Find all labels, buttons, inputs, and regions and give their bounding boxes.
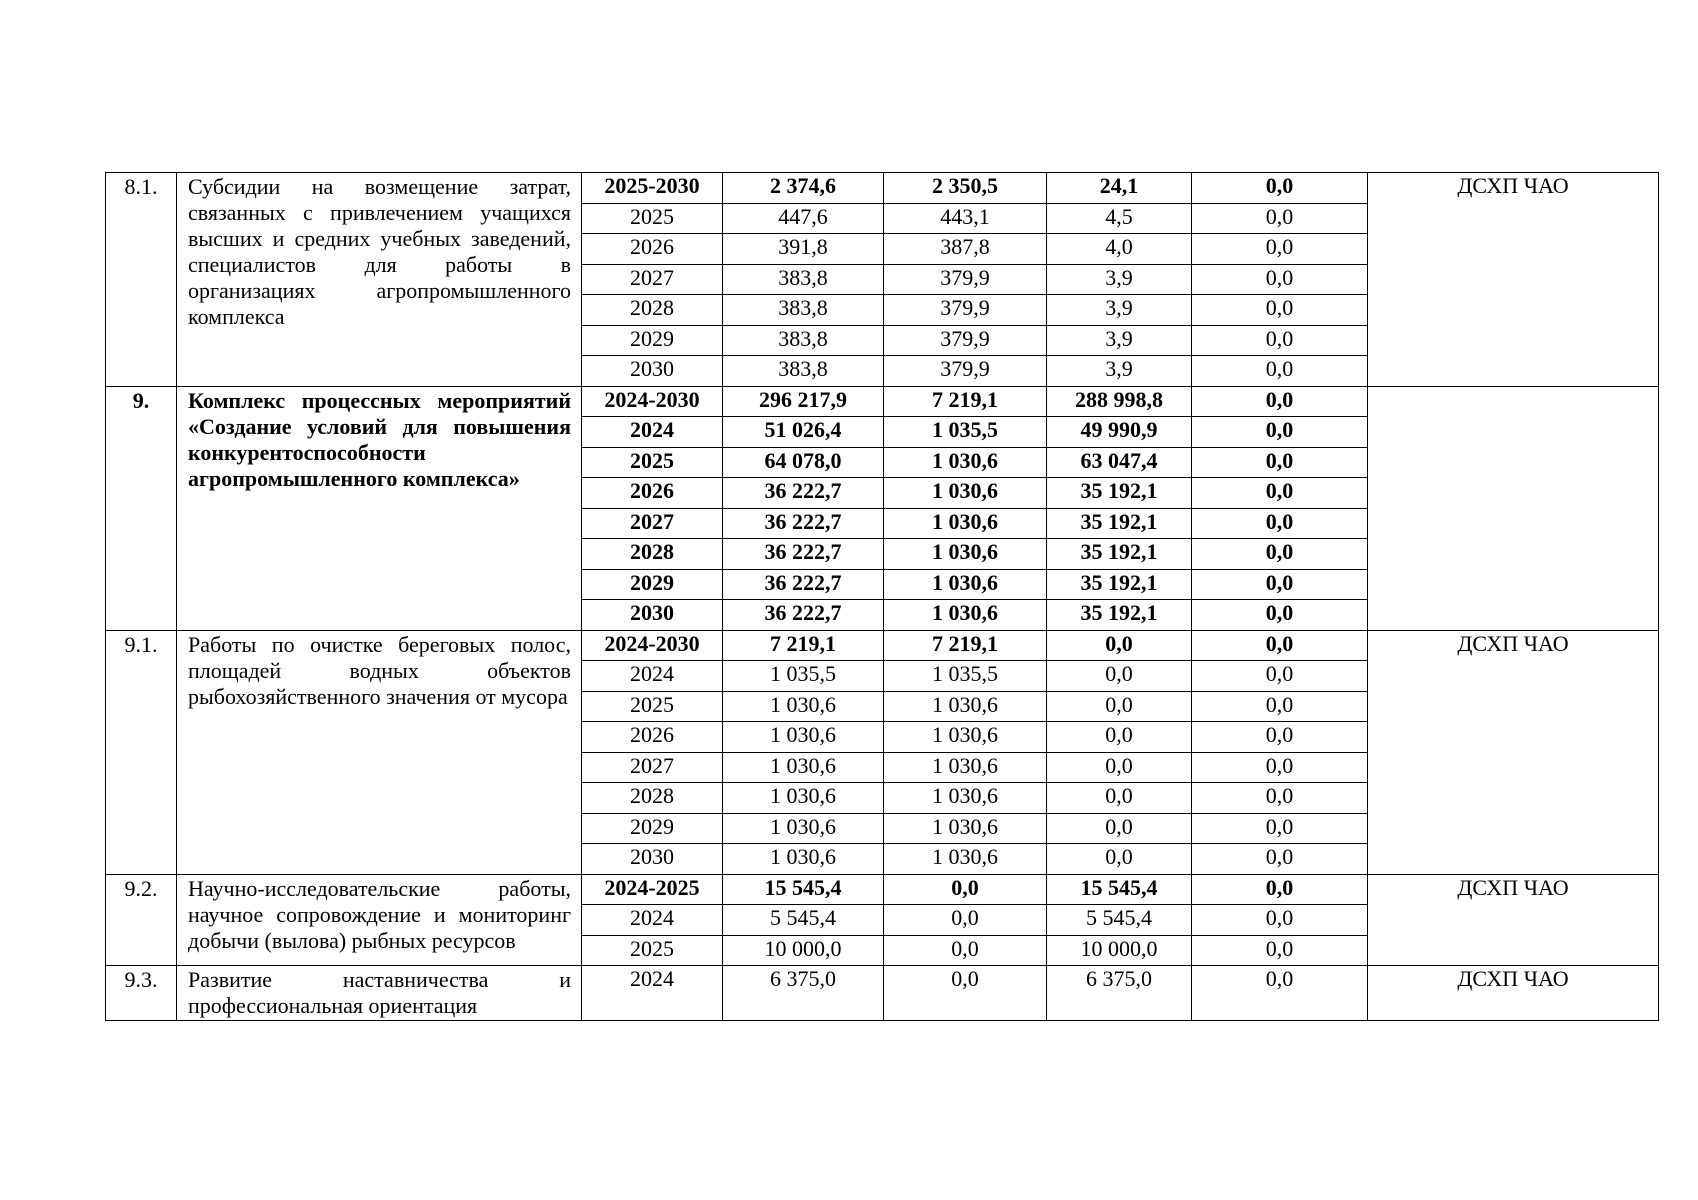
period-cell: 2024: [582, 661, 723, 692]
total-cell: 1 030,6: [723, 722, 884, 753]
total-cell: 2 374,6: [723, 173, 884, 204]
other-sources-cell: 0,0: [1192, 874, 1368, 905]
federal-budget-cell: 1 030,6: [884, 539, 1047, 570]
other-sources-cell: 0,0: [1192, 966, 1368, 1021]
federal-budget-cell: 7 219,1: [884, 386, 1047, 417]
federal-budget-cell: 1 035,5: [884, 661, 1047, 692]
period-cell: 2028: [582, 295, 723, 326]
regional-budget-cell: 0,0: [1047, 783, 1192, 814]
period-cell: 2027: [582, 508, 723, 539]
regional-budget-cell: 0,0: [1047, 813, 1192, 844]
total-cell: 36 222,7: [723, 508, 884, 539]
federal-budget-cell: 0,0: [884, 874, 1047, 905]
total-cell: 36 222,7: [723, 478, 884, 509]
federal-budget-cell: 0,0: [884, 905, 1047, 936]
period-cell: 2025: [582, 935, 723, 966]
federal-budget-cell: 1 030,6: [884, 508, 1047, 539]
regional-budget-cell: 0,0: [1047, 844, 1192, 875]
period-cell: 2025: [582, 691, 723, 722]
activity-name: Работы по очистке береговых полос, площадей водных объектов рыбохозяйственного значения от мусора: [177, 630, 582, 874]
regional-budget-cell: 35 192,1: [1047, 569, 1192, 600]
row-number: 9.: [106, 386, 177, 630]
executor-cell: ДСХП ЧАО: [1368, 630, 1659, 874]
total-cell: 6 375,0: [723, 966, 884, 1021]
other-sources-cell: 0,0: [1192, 356, 1368, 387]
federal-budget-cell: 379,9: [884, 325, 1047, 356]
regional-budget-cell: 10 000,0: [1047, 935, 1192, 966]
period-cell: 2029: [582, 813, 723, 844]
period-cell: 2027: [582, 264, 723, 295]
period-cell: 2028: [582, 539, 723, 570]
executor-cell: ДСХП ЧАО: [1368, 173, 1659, 387]
other-sources-cell: 0,0: [1192, 173, 1368, 204]
regional-budget-cell: 4,0: [1047, 234, 1192, 265]
row-number: 9.3.: [106, 966, 177, 1021]
federal-budget-cell: 1 030,6: [884, 783, 1047, 814]
other-sources-cell: 0,0: [1192, 478, 1368, 509]
federal-budget-cell: 1 030,6: [884, 722, 1047, 753]
period-cell: 2024-2025: [582, 874, 723, 905]
total-cell: 1 030,6: [723, 691, 884, 722]
period-cell: 2024: [582, 966, 723, 1021]
total-cell: 1 035,5: [723, 661, 884, 692]
total-cell: 15 545,4: [723, 874, 884, 905]
other-sources-cell: 0,0: [1192, 600, 1368, 631]
row-number: 9.2.: [106, 874, 177, 966]
federal-budget-cell: 1 030,6: [884, 813, 1047, 844]
period-cell: 2026: [582, 478, 723, 509]
period-cell: 2030: [582, 844, 723, 875]
total-cell: 447,6: [723, 203, 884, 234]
total-cell: 36 222,7: [723, 539, 884, 570]
regional-budget-cell: 35 192,1: [1047, 478, 1192, 509]
total-cell: 1 030,6: [723, 813, 884, 844]
federal-budget-cell: 379,9: [884, 356, 1047, 387]
total-cell: 383,8: [723, 295, 884, 326]
regional-budget-cell: 24,1: [1047, 173, 1192, 204]
other-sources-cell: 0,0: [1192, 447, 1368, 478]
federal-budget-cell: 1 030,6: [884, 447, 1047, 478]
table-row: [106, 173, 1659, 204]
other-sources-cell: 0,0: [1192, 813, 1368, 844]
total-cell: 1 030,6: [723, 844, 884, 875]
regional-budget-cell: 4,5: [1047, 203, 1192, 234]
total-cell: 383,8: [723, 325, 884, 356]
federal-budget-cell: 379,9: [884, 264, 1047, 295]
regional-budget-cell: 6 375,0: [1047, 966, 1192, 1021]
regional-budget-cell: 35 192,1: [1047, 600, 1192, 631]
federal-budget-cell: 1 030,6: [884, 478, 1047, 509]
regional-budget-cell: 3,9: [1047, 325, 1192, 356]
federal-budget-cell: 7 219,1: [884, 630, 1047, 661]
regional-budget-cell: 0,0: [1047, 630, 1192, 661]
period-cell: 2026: [582, 234, 723, 265]
other-sources-cell: 0,0: [1192, 386, 1368, 417]
period-cell: 2024: [582, 417, 723, 448]
period-cell: 2026: [582, 722, 723, 753]
total-cell: 383,8: [723, 264, 884, 295]
total-cell: 51 026,4: [723, 417, 884, 448]
table-row: [106, 874, 1659, 905]
activity-name: Развитие наставничества и профессиональная ориентация: [177, 966, 582, 1021]
regional-budget-cell: 15 545,4: [1047, 874, 1192, 905]
table-row: [106, 630, 1659, 661]
period-cell: 2025: [582, 447, 723, 478]
period-cell: 2024: [582, 905, 723, 936]
regional-budget-cell: 35 192,1: [1047, 539, 1192, 570]
period-cell: 2030: [582, 600, 723, 631]
regional-budget-cell: 5 545,4: [1047, 905, 1192, 936]
federal-budget-cell: 1 030,6: [884, 691, 1047, 722]
other-sources-cell: 0,0: [1192, 844, 1368, 875]
other-sources-cell: 0,0: [1192, 722, 1368, 753]
other-sources-cell: 0,0: [1192, 295, 1368, 326]
period-cell: 2024-2030: [582, 386, 723, 417]
total-cell: 383,8: [723, 356, 884, 387]
other-sources-cell: 0,0: [1192, 935, 1368, 966]
total-cell: 391,8: [723, 234, 884, 265]
federal-budget-cell: 0,0: [884, 935, 1047, 966]
regional-budget-cell: 3,9: [1047, 264, 1192, 295]
regional-budget-cell: 35 192,1: [1047, 508, 1192, 539]
other-sources-cell: 0,0: [1192, 783, 1368, 814]
period-cell: 2025: [582, 203, 723, 234]
table-row: [106, 966, 1659, 1021]
executor-cell: ДСХП ЧАО: [1368, 966, 1659, 1021]
regional-budget-cell: 0,0: [1047, 752, 1192, 783]
regional-budget-cell: 0,0: [1047, 691, 1192, 722]
other-sources-cell: 0,0: [1192, 752, 1368, 783]
table-row: [106, 386, 1659, 417]
federal-budget-cell: 1 030,6: [884, 569, 1047, 600]
regional-budget-cell: 3,9: [1047, 356, 1192, 387]
other-sources-cell: 0,0: [1192, 234, 1368, 265]
activity-name: Комплекс процессных мероприятий «Создание условий для повышения конкурентоспособности агропромышленного комплекса»: [177, 386, 582, 630]
total-cell: 10 000,0: [723, 935, 884, 966]
federal-budget-cell: 1 030,6: [884, 600, 1047, 631]
budget-table: [105, 172, 1659, 1021]
other-sources-cell: 0,0: [1192, 203, 1368, 234]
total-cell: 1 030,6: [723, 752, 884, 783]
other-sources-cell: 0,0: [1192, 691, 1368, 722]
period-cell: 2024-2030: [582, 630, 723, 661]
regional-budget-cell: 288 998,8: [1047, 386, 1192, 417]
period-cell: 2029: [582, 569, 723, 600]
total-cell: 36 222,7: [723, 569, 884, 600]
federal-budget-cell: 1 035,5: [884, 417, 1047, 448]
executor-cell: ДСХП ЧАО: [1368, 874, 1659, 966]
period-cell: 2027: [582, 752, 723, 783]
federal-budget-cell: 443,1: [884, 203, 1047, 234]
total-cell: 296 217,9: [723, 386, 884, 417]
total-cell: 7 219,1: [723, 630, 884, 661]
row-number: 8.1.: [106, 173, 177, 387]
row-number: 9.1.: [106, 630, 177, 874]
federal-budget-cell: 2 350,5: [884, 173, 1047, 204]
other-sources-cell: 0,0: [1192, 264, 1368, 295]
period-cell: 2030: [582, 356, 723, 387]
total-cell: 36 222,7: [723, 600, 884, 631]
total-cell: 5 545,4: [723, 905, 884, 936]
regional-budget-cell: 0,0: [1047, 661, 1192, 692]
total-cell: 64 078,0: [723, 447, 884, 478]
executor-cell: [1368, 386, 1659, 630]
federal-budget-cell: 0,0: [884, 966, 1047, 1021]
regional-budget-cell: 3,9: [1047, 295, 1192, 326]
other-sources-cell: 0,0: [1192, 325, 1368, 356]
other-sources-cell: 0,0: [1192, 905, 1368, 936]
federal-budget-cell: 1 030,6: [884, 844, 1047, 875]
other-sources-cell: 0,0: [1192, 630, 1368, 661]
total-cell: 1 030,6: [723, 783, 884, 814]
other-sources-cell: 0,0: [1192, 508, 1368, 539]
regional-budget-cell: 49 990,9: [1047, 417, 1192, 448]
other-sources-cell: 0,0: [1192, 539, 1368, 570]
other-sources-cell: 0,0: [1192, 661, 1368, 692]
federal-budget-cell: 379,9: [884, 295, 1047, 326]
activity-name: Научно-исследовательские работы, научное сопровождение и мониторинг добычи (вылова) рыбных ресурсов: [177, 874, 582, 966]
period-cell: 2029: [582, 325, 723, 356]
regional-budget-cell: 0,0: [1047, 722, 1192, 753]
federal-budget-cell: 387,8: [884, 234, 1047, 265]
activity-name: Субсидии на возмещение затрат, связанных с привлечением учащихся высших и средних учебных заведений, специалистов для работы в организациях агропромышленного комплекса: [177, 173, 582, 387]
regional-budget-cell: 63 047,4: [1047, 447, 1192, 478]
other-sources-cell: 0,0: [1192, 417, 1368, 448]
period-cell: 2028: [582, 783, 723, 814]
federal-budget-cell: 1 030,6: [884, 752, 1047, 783]
period-cell: 2025-2030: [582, 173, 723, 204]
other-sources-cell: 0,0: [1192, 569, 1368, 600]
